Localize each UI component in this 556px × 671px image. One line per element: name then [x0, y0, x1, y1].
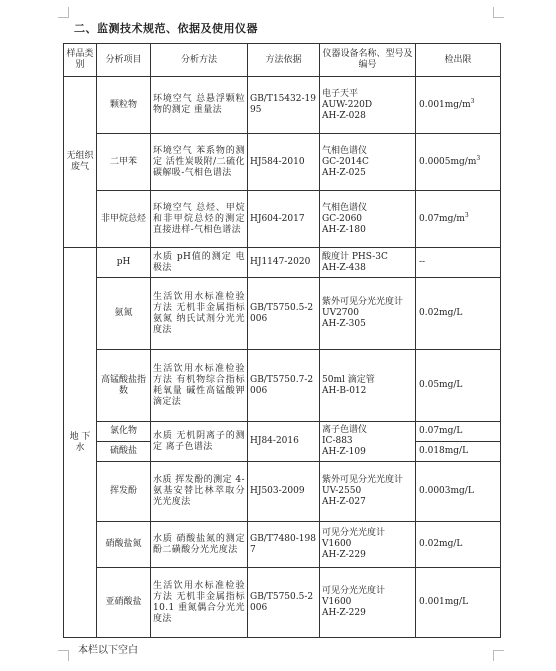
analysis-method: 环境空气 总悬浮颗粒物的测定 重量法 — [151, 77, 248, 134]
detection-limit: 0.0003mg/L — [416, 462, 501, 522]
method-basis: HJ84-2016 — [248, 422, 320, 462]
instrument-line: 可见分光光度计 — [322, 528, 386, 538]
table-header-row — [64, 44, 501, 77]
analysis-item: 二甲苯 — [97, 134, 151, 191]
instrument — [320, 568, 416, 638]
method-basis: GB/T5750.5-2006 — [248, 278, 320, 350]
analysis-method: 水质 pH值的测定 电极法 — [151, 248, 248, 278]
instrument-line: 50ml 滴定管 — [322, 374, 375, 385]
table-row — [64, 568, 501, 638]
detection-limit: 0.018mg/L — [416, 442, 501, 462]
header-analysis-method: 分析方法 — [151, 44, 248, 77]
instrument — [320, 191, 416, 248]
instrument-line: 离子色谱仪 — [322, 425, 368, 435]
instrument — [320, 248, 416, 278]
instrument-line: GC-2060 — [322, 213, 363, 224]
instrument-line: IC-883 — [322, 436, 353, 446]
instrument — [320, 278, 416, 350]
instrument-line: AUW-220D — [322, 99, 373, 110]
table-row — [64, 522, 501, 568]
instrument — [320, 422, 416, 462]
instrument-line: 紫外可见分光光度计 UV2700 — [322, 297, 404, 318]
analysis-method: 生活饮用水标准检验方法 无机非金属指标 10.1 重氮偶合分光光度法 — [151, 568, 248, 638]
method-basis: GB/T5750.5-2006 — [248, 568, 320, 638]
header-detection-limit: 检出限 — [416, 44, 501, 77]
table-row — [64, 422, 501, 442]
instrument-line: AH-Z-305 — [322, 319, 366, 329]
header-instrument: 仪器设备名称、型号及编号 — [320, 44, 416, 77]
analysis-item: 挥发酚 — [97, 462, 151, 522]
analysis-method: 环境空气 总烃、甲烷和非甲烷总烃的测定 直接进样-气相色谱法 — [151, 191, 248, 248]
detection-limit: 0.02mg/L — [416, 278, 501, 350]
analysis-item: 颗粒物 — [97, 77, 151, 134]
method-basis: GB/T15432-1995 — [248, 77, 320, 134]
instrument — [320, 77, 416, 134]
detection-limit — [416, 134, 501, 191]
crop-mark — [493, 650, 504, 661]
limit-value: 0.07 — [419, 213, 440, 224]
table-row — [64, 462, 501, 522]
table-row — [64, 350, 501, 422]
analysis-item: pH — [97, 248, 151, 278]
detection-limit — [416, 77, 501, 134]
analysis-item: 非甲烷总烃 — [97, 191, 151, 248]
sample-type-cell: 地 下 水 — [64, 248, 97, 638]
sample-type-cell: 无组织废气 — [64, 77, 97, 248]
instrument-line: 电子天平 — [322, 88, 359, 99]
analysis-method: 水质 硝酸盐氮的测定 酚二磺酸分光光度法 — [151, 522, 248, 568]
method-basis: HJ503-2009 — [248, 462, 320, 522]
instrument-line: AH-Z-229 — [322, 608, 366, 618]
detection-limit: 0.02mg/L — [416, 522, 501, 568]
instrument-line: GC-2014C — [322, 156, 369, 167]
analysis-item: 亚硝酸盐 — [97, 568, 151, 638]
instrument-line: AH-B-012 — [322, 385, 367, 396]
crop-mark — [58, 7, 69, 18]
monitoring-methods-table — [63, 43, 501, 638]
instrument-line: AH-Z-438 — [322, 262, 366, 273]
analysis-method: 生活饮用水标准检验方法 有机物综合指标 耗氧量 碱性高锰酸钾滴定法 — [151, 350, 248, 422]
instrument-line: AH-Z-027 — [322, 497, 366, 507]
instrument-line: AH-Z-180 — [322, 224, 366, 235]
limit-value: 0.0005 — [419, 156, 451, 167]
detection-limit — [416, 191, 501, 248]
instrument-line: 气相色谱仪 — [322, 202, 368, 213]
table-row — [64, 134, 501, 191]
table-row — [64, 248, 501, 278]
instrument-line: AH-Z-109 — [322, 447, 366, 457]
instrument-line: AH-Z-025 — [322, 167, 366, 178]
limit-unit: mg/m — [439, 213, 465, 224]
section-heading: 二、监测技术规范、依据及使用仪器 — [74, 22, 258, 35]
header-analysis-item: 分析项目 — [97, 44, 151, 77]
limit-value: 0.001 — [419, 99, 445, 110]
instrument-line: 酸度计 PHS-3C — [322, 251, 388, 262]
analysis-item: 氨氮 — [97, 278, 151, 350]
analysis-method: 环境空气 苯系物的测定 活性炭吸附/二硫化碳解吸-气相色谱法 — [151, 134, 248, 191]
crop-mark — [493, 7, 504, 18]
analysis-method: 水质 挥发酚的测定 4-氨基安替比林萃取分光光度法 — [151, 462, 248, 522]
instrument-line: V1600 — [322, 597, 352, 607]
crop-mark — [58, 650, 69, 661]
method-basis: GB/T5750.7-2006 — [248, 350, 320, 422]
analysis-item: 高锰酸盐指数 — [97, 350, 151, 422]
blank-below-note: 本栏以下空白 — [78, 645, 138, 656]
detection-limit: 0.001mg/L — [416, 568, 501, 638]
instrument — [320, 522, 416, 568]
limit-sup: 3 — [476, 154, 481, 162]
instrument-line: 紫外可见分光光度计 UV-2550 — [322, 475, 404, 496]
method-basis: GB/T7480-1987 — [248, 522, 320, 568]
method-basis: HJ584-2010 — [248, 134, 320, 191]
instrument-line: AH-Z-229 — [322, 550, 366, 560]
table-row — [64, 191, 501, 248]
limit-sup: 3 — [470, 97, 475, 105]
analysis-method: 生活饮用水标准检验方法 无机非金属指标 氨氮 纳氏试剂分光光度法 — [151, 278, 248, 350]
detection-limit: -- — [416, 248, 501, 278]
analysis-method: 水质 无机阴离子的测定 离子色谱法 — [151, 422, 248, 462]
header-sample-type: 样品类别 — [64, 44, 97, 77]
instrument-line: 气相色谱仪 — [322, 145, 368, 156]
limit-sup: 3 — [464, 211, 469, 219]
instrument — [320, 350, 416, 422]
method-basis: HJ1147-2020 — [248, 248, 320, 278]
analysis-item: 硝酸盐氮 — [97, 522, 151, 568]
analysis-item: 硫酸盐 — [97, 442, 151, 462]
detection-limit: 0.05mg/L — [416, 350, 501, 422]
method-basis: HJ604-2017 — [248, 191, 320, 248]
instrument-line: V1600 — [322, 539, 352, 549]
instrument — [320, 462, 416, 522]
instrument — [320, 134, 416, 191]
limit-unit: mg/m — [444, 99, 471, 110]
instrument-line: AH-Z-028 — [322, 110, 366, 121]
detection-limit: 0.07mg/L — [416, 422, 501, 442]
limit-unit: mg/m — [450, 156, 477, 167]
table-row — [64, 77, 501, 134]
analysis-item: 氯化物 — [97, 422, 151, 442]
table-row — [64, 278, 501, 350]
instrument-line: 可见分光光度计 — [322, 586, 386, 596]
header-method-basis: 方法依据 — [248, 44, 320, 77]
